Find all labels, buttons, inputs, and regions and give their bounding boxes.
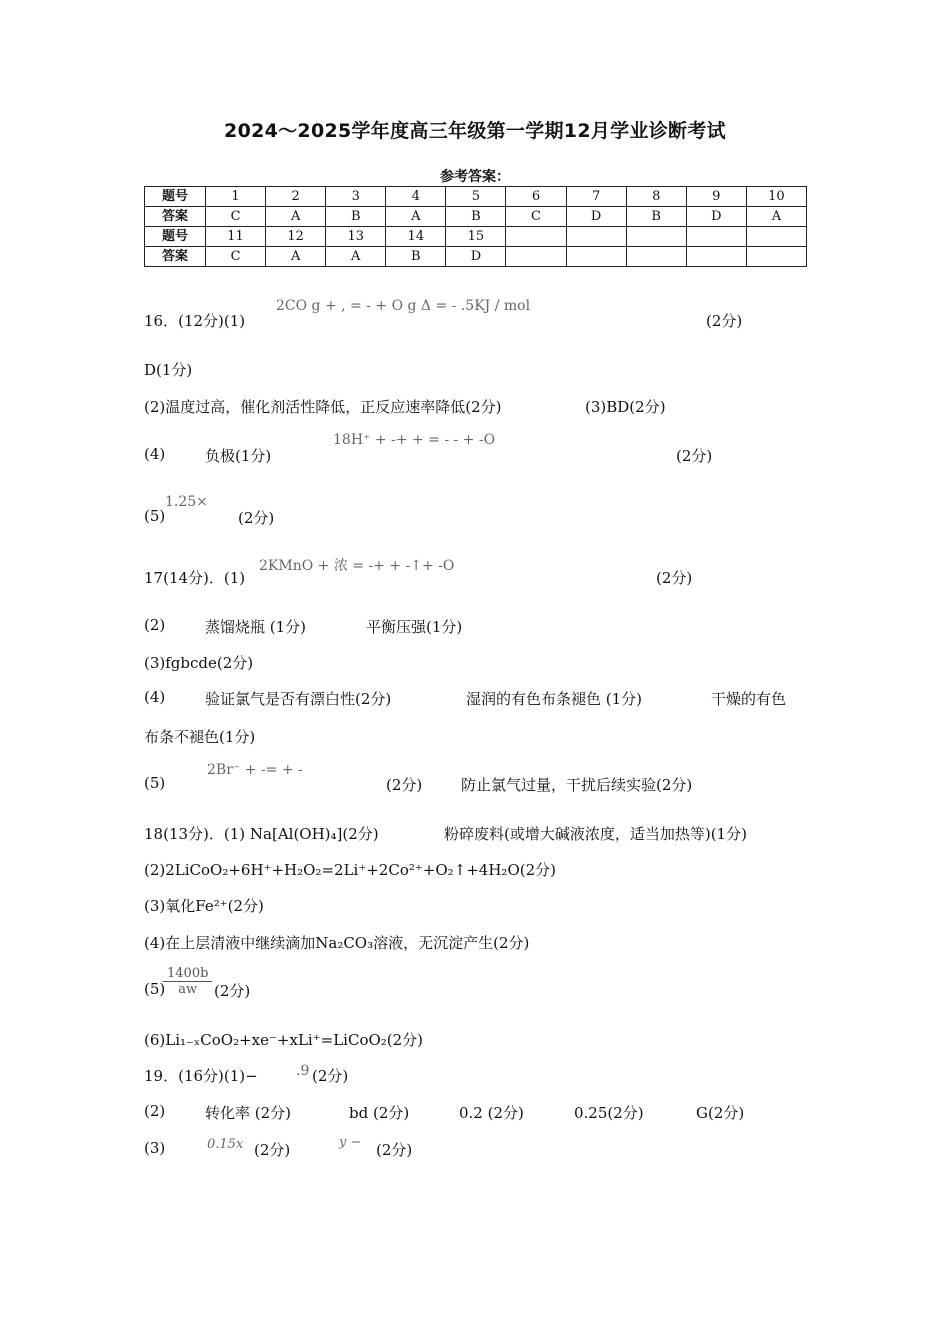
table-cell: D — [446, 247, 506, 267]
table-cell: 4 — [386, 187, 446, 207]
q18-fraction — [163, 966, 212, 997]
table-cell: B — [326, 207, 386, 227]
table-cell: 7 — [566, 187, 626, 207]
table-cell — [566, 247, 626, 267]
table-cell — [626, 227, 686, 247]
table-cell: B — [626, 207, 686, 227]
table-cell: B — [386, 247, 446, 267]
q17-answer-4b: 湿润的有色布条褪色 (1分) — [466, 690, 643, 708]
q17-answer-4a: 验证氯气是否有漂白性(2分) — [205, 690, 392, 708]
q16-line-2: D(1分) — [144, 361, 193, 379]
q19-answer-2c: 0.2 (2分) — [459, 1104, 524, 1122]
q16-equation-4: 18H⁺ + -+ + = - - + -O — [333, 432, 496, 448]
q17-answer-4d: 布条不褪色(1分) — [144, 728, 256, 746]
table-row-header: 答案 — [145, 207, 206, 227]
q19-line-1c: (2分) — [312, 1067, 349, 1085]
table-cell: C — [206, 207, 266, 227]
q17-part-2: (2) — [144, 616, 166, 634]
table-cell: 9 — [686, 187, 746, 207]
q16-part-4: (4) — [144, 445, 166, 463]
table-cell: 14 — [386, 227, 446, 247]
q16-score-4: (2分) — [676, 447, 713, 465]
q16-score-1: (2分) — [706, 312, 743, 330]
table-cell: 2 — [266, 187, 326, 207]
q17-heading: 17(14分)．(1) — [144, 569, 246, 587]
q18-line-1b: 粉碎废料(或增大碱液浓度，适当加热等)(1分) — [444, 825, 747, 843]
table-cell: 5 — [446, 187, 506, 207]
q19-answer-3d: (2分) — [376, 1141, 413, 1159]
q16-line-3: (2)温度过高，催化剂活性降低，正反应速率降低(2分) — [144, 398, 502, 416]
answer-subtitle: 参考答案： — [440, 169, 510, 185]
q16-score-5: (2分) — [238, 509, 275, 527]
q17-part-4: (4) — [144, 688, 166, 706]
table-cell — [686, 227, 746, 247]
table-cell — [686, 247, 746, 267]
table-cell: A — [326, 247, 386, 267]
table-cell: A — [386, 207, 446, 227]
table-cell: A — [266, 247, 326, 267]
q18-part-5: (5) — [144, 980, 166, 998]
table-cell: B — [446, 207, 506, 227]
table-cell: C — [206, 247, 266, 267]
table-cell: 11 — [206, 227, 266, 247]
table-row — [145, 187, 807, 207]
q19-answer-2d: 0.25(2分) — [574, 1104, 644, 1122]
q19-answer-3a: 0.15x — [207, 1137, 244, 1152]
table-cell: D — [686, 207, 746, 227]
table-cell: D — [566, 207, 626, 227]
q17-score-5: (2分) — [386, 776, 423, 794]
table-cell: 8 — [626, 187, 686, 207]
table-row — [145, 207, 807, 227]
q18-line-3: (3)氧化Fe²⁺(2分) — [144, 897, 264, 915]
table-cell — [746, 247, 806, 267]
q17-answer-2b: 平衡压强(1分) — [366, 618, 463, 636]
q17-answer-2a: 蒸馏烧瓶 (1分) — [205, 618, 307, 636]
table-cell: A — [266, 207, 326, 227]
table-row — [145, 227, 807, 247]
q17-answer-4c: 干燥的有色 — [711, 690, 787, 708]
table-cell: 15 — [446, 227, 506, 247]
table-cell: 1 — [206, 187, 266, 207]
table-cell — [746, 227, 806, 247]
page-title: 2024～2025学年度高三年级第一学期12月学业诊断考试 — [224, 120, 726, 142]
table-row — [145, 247, 807, 267]
q18-line-2: (2)2LiCoO₂+6H⁺+H₂O₂=2Li⁺+2Co²⁺+O₂↑+4H₂O(2分) — [144, 861, 556, 879]
table-cell: C — [506, 207, 566, 227]
table-row-header: 题号 — [145, 187, 206, 207]
table-cell: A — [746, 207, 806, 227]
answer-table — [144, 186, 807, 267]
q19-answer-2b: bd (2分) — [349, 1104, 410, 1122]
table-cell — [566, 227, 626, 247]
q18-fraction-denominator: aw — [178, 982, 198, 997]
q18-score-5: (2分) — [214, 982, 251, 1000]
q18-fraction-numerator: 1400b — [163, 966, 212, 982]
table-cell — [506, 247, 566, 267]
q17-score-1: (2分) — [656, 569, 693, 587]
q17-line-3: (3)fgbcde(2分) — [144, 654, 254, 672]
q16-negative-pole: 负极(1分) — [205, 447, 272, 465]
q19-part-3: (3) — [144, 1139, 166, 1157]
q19-part-2: (2) — [144, 1102, 166, 1120]
table-cell: 10 — [746, 187, 806, 207]
q19-answer-2a: 转化率 (2分) — [205, 1104, 292, 1122]
table-row-header: 答案 — [145, 247, 206, 267]
table-cell — [506, 227, 566, 247]
q19-answer-3c: y − — [339, 1135, 362, 1150]
q17-part-5: (5) — [144, 774, 166, 792]
q17-equation-5: 2Br⁻ + -= + - — [207, 762, 303, 778]
q17-answer-5b: 防止氯气过量，干扰后续实验(2分) — [461, 776, 693, 794]
table-cell — [626, 247, 686, 267]
table-cell: 3 — [326, 187, 386, 207]
q16-equation-5: 1.25× — [165, 494, 208, 510]
q18-line-4: (4)在上层清液中继续滴加Na₂CO₃溶液，无沉淀产生(2分) — [144, 934, 530, 952]
q19-line-1b: .9 — [296, 1063, 310, 1079]
q18-line-6: (6)Li₁₋ₓCoO₂+xe⁻+xLi⁺=LiCoO₂(2分) — [144, 1031, 424, 1049]
q16-part-5: (5) — [144, 507, 166, 525]
table-row-header: 题号 — [145, 227, 206, 247]
q16-line-3b: (3)BD(2分) — [585, 398, 666, 416]
table-cell: 12 — [266, 227, 326, 247]
q16-equation-1: 2CO g + , = - + O g Δ = - .5KJ / mol — [276, 298, 531, 314]
q19-answer-3b: (2分) — [254, 1141, 291, 1159]
table-cell: 6 — [506, 187, 566, 207]
q16-heading: 16．(12分)(1) — [144, 312, 246, 330]
table-cell: 13 — [326, 227, 386, 247]
q19-answer-2e: G(2分) — [696, 1104, 745, 1122]
q17-equation-1: 2KMnO + 浓 = -+ + -↑+ -O — [259, 558, 455, 574]
q18-line-1: 18(13分)．(1) Na[Al(OH)₄](2分) — [144, 825, 379, 843]
q19-line-1a: 19．(16分)(1)− — [144, 1067, 258, 1085]
